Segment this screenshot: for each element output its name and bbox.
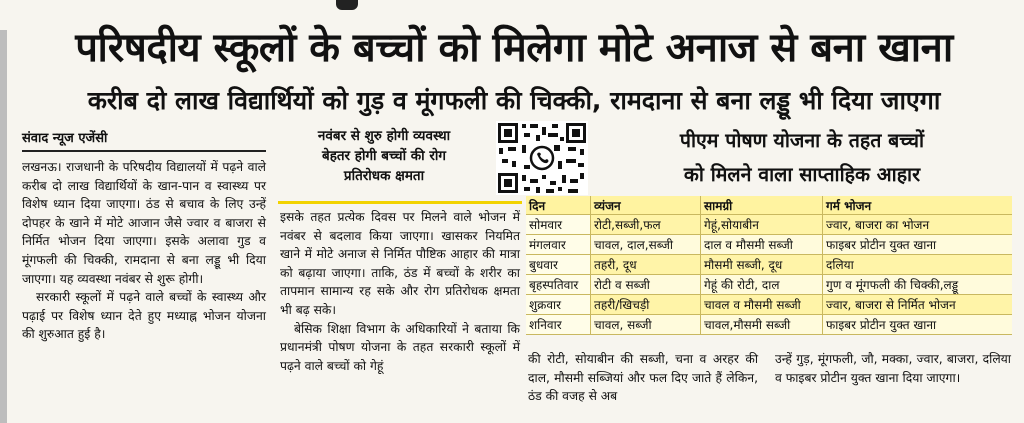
table-cell: गेहूं,सोयाबीन bbox=[701, 215, 823, 235]
table-row bbox=[526, 215, 1012, 235]
table-cell: चावल, दाल,सब्जी bbox=[591, 235, 701, 255]
pull-quote-rule bbox=[278, 201, 522, 204]
weekly-menu-table bbox=[526, 196, 1012, 335]
table-cell: चावल,मौसमी सब्जी bbox=[701, 315, 823, 335]
table-cell: शुक्रवार bbox=[526, 295, 591, 315]
table-cell: ज्वार, बाजरा से निर्मित भोजन bbox=[823, 295, 1013, 315]
table-cell: दलिया bbox=[823, 255, 1013, 275]
table-cell: ज्वार, बाजरा का भोजन bbox=[823, 215, 1013, 235]
pull-quote-line: नवंबर से शुरु होगी व्यवस्था bbox=[317, 128, 451, 144]
qr-code-icon[interactable] bbox=[496, 121, 588, 195]
table-row bbox=[526, 255, 1012, 275]
table-cell: रोटी,सब्जी,फल bbox=[591, 215, 701, 235]
column-header-ingredients: सामग्री bbox=[701, 196, 823, 215]
pull-quote-line: प्रतिरोधक क्षमता bbox=[343, 168, 425, 184]
table-cell: मौसमी सब्जी, दूध bbox=[701, 255, 823, 275]
headline: परिषदीय स्कूलों के बच्चों को मिलेगा मोटे अनाज से बना खाना bbox=[75, 25, 953, 71]
byline: संवाद न्यूज एजेंसी bbox=[22, 131, 108, 146]
paragraph: सरकारी स्कूलों में पढ़ने वाले बच्चों के स्वास्थ्य और पढ़ाई पर विशेष ध्यान देते हुए मध्याह्न भोजन योजना की शुरुआत हुई है। bbox=[22, 290, 266, 342]
table-cell: चावल व मौसमी सब्जी bbox=[701, 295, 823, 315]
decorative-mark bbox=[336, 0, 358, 10]
table-cell: फाइबर प्रोटीन युक्त खाना bbox=[823, 315, 1013, 335]
table-cell: शनिवार bbox=[526, 315, 591, 335]
table-cell: मंगलवार bbox=[526, 235, 591, 255]
article-column-3 bbox=[528, 350, 758, 406]
table-row bbox=[526, 235, 1012, 255]
table-cell: बृहस्पतिवार bbox=[526, 275, 591, 295]
table-row bbox=[526, 275, 1012, 295]
table-header-row bbox=[526, 196, 1012, 215]
paragraph: उन्हें गुड़, मूंगफली, जौ, मक्का, ज्वार, बाजरा, दलिया व फाइबर प्रोटीन युक्त खाना दिया जाएगा। bbox=[775, 352, 1011, 385]
pull-quote bbox=[282, 126, 486, 186]
table-cell: रोटी व सब्जी bbox=[591, 275, 701, 295]
table-row bbox=[526, 315, 1012, 335]
divider bbox=[22, 150, 266, 152]
column-header-dish: व्यंजन bbox=[591, 196, 701, 215]
article-column-1 bbox=[22, 158, 266, 344]
menu-box-title bbox=[592, 124, 1012, 192]
column-header-day: दिन bbox=[526, 196, 591, 215]
paragraph: की रोटी, सोयाबीन की सब्जी, चना व अरहर की दाल, मौसमी सब्जियां और फल दिए जाते हैं लेकिन, ठंड की वजह से अब bbox=[528, 352, 758, 404]
article-column-2 bbox=[280, 208, 520, 375]
table-cell: फाइबर प्रोटीन युक्त खाना bbox=[823, 235, 1013, 255]
table-cell: तहरी, दूध bbox=[591, 255, 701, 275]
paragraph: लखनऊ। राजधानी के परिषदीय विद्यालयों में पढ़ने वाले करीब दो लाख विद्यार्थियों के खान-पान व स्वास्थ्य पर विशेष ध्यान दिया जाएगा। ठंड से बचाव के लिए उन्हें दोपहर के खाने में मोटे आजान जैसे ज्वार व बाजरा से निर्मित भोजन दिया जाएगा। इसके अलावा गुड व मूंगफली की चिक्की, रामदाना से बना लड्डू भी दिया जाएगा। यह व्यवस्था नवंबर से शुरू होगी। bbox=[22, 160, 266, 286]
table-cell: सोमवार bbox=[526, 215, 591, 235]
scan-edge bbox=[0, 30, 7, 423]
paragraph: बेसिक शिक्षा विभाग के अधिकारियों ने बताया कि प्रधानमंत्री पोषण योजना के तहत सरकारी स्कूलों में पढ़ने वाले बच्चों को गेहूं bbox=[280, 321, 520, 373]
menu-box-title-line: को मिलने वाला साप्ताहिक आहार bbox=[683, 163, 921, 186]
pull-quote-line: बेहतर होगी बच्चों की रोग bbox=[321, 148, 446, 164]
column-header-hot-meal: गर्म भोजन bbox=[823, 196, 1013, 215]
table-row bbox=[526, 295, 1012, 315]
table-cell: दाल व मौसमी सब्जी bbox=[701, 235, 823, 255]
menu-box-title-line: पीएम पोषण योजना के तहत बच्चों bbox=[679, 129, 925, 152]
table-cell: बुधवार bbox=[526, 255, 591, 275]
paragraph: इसके तहत प्रत्येक दिवस पर मिलने वाले भोजन में नवंबर से बदलाव किया जाएगा। खासकर नियमित खाने में मोटे अनाज से निर्मित पौष्टिक आहार की मात्रा को बढ़ाया जाएगा। ताकि, ठंड में बच्चों के शरीर का तापमान सामान्य रह सके और रोग प्रतिरोधक क्षमता भी बढ़ सके। bbox=[280, 210, 520, 317]
table-cell: चावल, सब्जी bbox=[591, 315, 701, 335]
table-cell: गेहूं की रोटी, दाल bbox=[701, 275, 823, 295]
subheadline: करीब दो लाख विद्यार्थियों को गुड़ व मूंगफली की चिक्की, रामदाना से बना लड्डू भी दिया जाएगा bbox=[87, 86, 941, 115]
table-cell: तहरी/खिचड़ी bbox=[591, 295, 701, 315]
article-column-4 bbox=[775, 350, 1011, 387]
table-cell: गुण व मूंगफली की चिक्की,लड्डू bbox=[823, 275, 1013, 295]
